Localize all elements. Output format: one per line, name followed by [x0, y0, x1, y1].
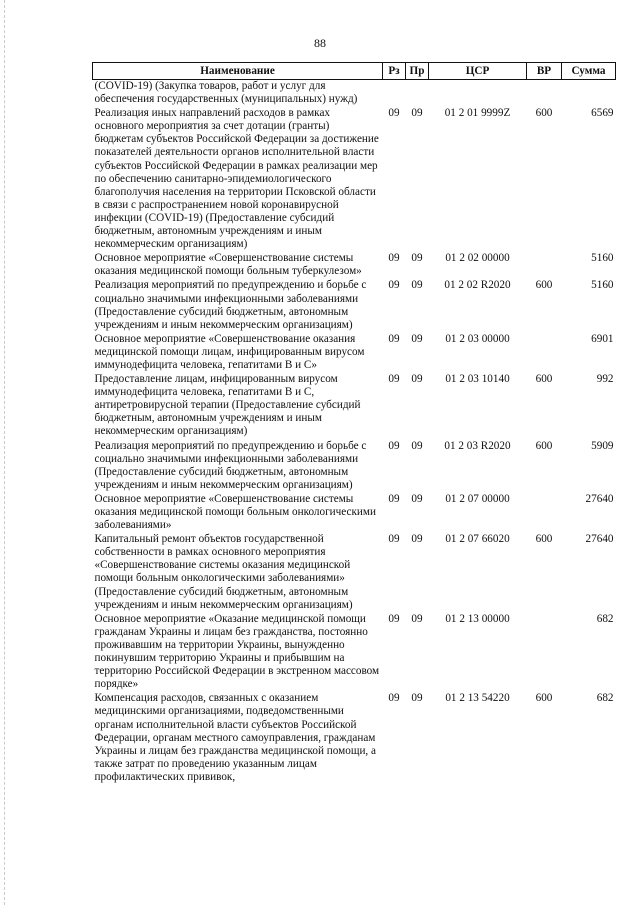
row-csr: 01 2 03 R2020 — [444, 439, 511, 452]
table-row — [93, 373, 616, 439]
row-pr: 09 — [411, 492, 423, 505]
table-row — [93, 613, 616, 693]
header-csr: ЦСР — [429, 63, 527, 80]
row-sum: 5909 — [591, 439, 614, 452]
page-number: 88 — [314, 36, 326, 50]
row-sum: 27640 — [585, 533, 614, 546]
row-vr: 600 — [535, 279, 553, 292]
row-csr: 01 2 02 00000 — [445, 252, 510, 265]
header-name: Наименование — [93, 63, 383, 80]
row-pr: 09 — [411, 612, 423, 625]
row-name: Реализация мероприятий по предупреждению и борьбе с социально значимыми инфекционными заболеваниями (Предоставление субсидий бюджетным, автономным учреждениям и иным некоммерческим организациям) — [94, 439, 367, 491]
row-csr: 01 2 02 R2020 — [444, 279, 511, 292]
row-rz — [383, 80, 406, 108]
table-row — [93, 533, 616, 613]
row-sum: 682 — [596, 692, 614, 705]
row-sum: 27640 — [585, 492, 614, 505]
row-rz: 09 — [388, 439, 400, 452]
row-pr: 09 — [411, 279, 423, 292]
header-pr: Пр — [406, 63, 429, 80]
row-rz: 09 — [388, 612, 400, 625]
row-sum: 682 — [596, 612, 614, 625]
table-row — [93, 493, 616, 533]
row-csr: 01 2 01 9999Z — [444, 107, 511, 120]
scan-edge — [4, 0, 5, 905]
row-csr — [429, 80, 527, 108]
row-name: Предоставление лицам, инфицированным вирусом иммунодефицита человека, гепатитами В и С, антиретровирусной терапии (Предоставление субсидий бюджетным, автономным учреждениям и иным некоммерческим организациям) — [94, 373, 361, 438]
row-pr: 09 — [411, 332, 423, 345]
row-vr — [527, 613, 562, 693]
row-sum — [562, 80, 616, 108]
row-name: Реализация мероприятий по предупреждению и борьбе с социально значимыми инфекционными заболеваниями (Предоставление субсидий бюджетным, автономным учреждениям и иным некоммерческим организациям) — [94, 279, 367, 331]
row-csr: 01 2 13 00000 — [445, 612, 510, 625]
row-rz: 09 — [388, 332, 400, 345]
table-row — [93, 333, 616, 373]
row-pr: 09 — [411, 252, 423, 265]
row-name: Компенсация расходов, связанных с оказанием медицинскими организациями, подведомственными органам исполнительной власти субъектов Российской Федерации, органам местного самоуправления, гражданам Украины и лицам без гражданства медицинской помощи, а также затрат по проведению указанным лицам профилактических прививок, — [94, 692, 376, 783]
row-vr — [527, 333, 562, 373]
row-pr — [406, 80, 429, 108]
table-row — [93, 692, 616, 785]
row-csr: 01 2 03 10140 — [445, 373, 510, 386]
table-row — [93, 252, 616, 279]
row-vr — [527, 252, 562, 279]
row-vr: 600 — [535, 692, 553, 705]
row-csr: 01 2 13 54220 — [445, 692, 510, 705]
row-rz: 09 — [388, 252, 400, 265]
row-sum: 992 — [596, 373, 614, 386]
budget-table — [92, 62, 616, 785]
header-rz: Рз — [383, 63, 406, 80]
row-vr: 600 — [535, 439, 553, 452]
header-sum: Сумма — [562, 63, 616, 80]
row-csr: 01 2 07 00000 — [445, 492, 510, 505]
row-vr — [527, 80, 562, 108]
row-pr: 09 — [411, 373, 423, 386]
table-row — [93, 440, 616, 493]
row-name: Основное мероприятие «Оказание медицинской помощи гражданам Украины и лицам без гражданства, постоянно проживавшим на территории Украины, вынужденно покинувшим территорию Украины и прибывшим на территорию Российской Федерации в экстренном массовом порядке» — [94, 612, 380, 691]
header-vr: ВР — [527, 63, 562, 80]
row-csr: 01 2 07 66020 — [445, 533, 510, 546]
row-rz: 09 — [388, 533, 400, 546]
row-name: Основное мероприятие «Совершенствование оказания медицинской помощи лицам, инфицированным вирусом иммунодефицита человека, гепатитами В и С» — [94, 332, 365, 371]
row-name: Основное мероприятие «Совершенствование системы оказания медицинской помощи больным онкологическими заболеваниями» — [94, 492, 376, 532]
table-header-row — [93, 63, 616, 80]
row-vr: 600 — [535, 373, 553, 386]
row-rz: 09 — [388, 492, 400, 505]
row-rz: 09 — [388, 692, 400, 705]
row-name: (COVID-19) (Закупка товаров, работ и услуг для обеспечения государственных (муниципальных) нужд) — [94, 80, 358, 106]
row-sum: 5160 — [591, 252, 614, 265]
row-sum: 5160 — [591, 279, 614, 292]
row-pr: 09 — [411, 692, 423, 705]
row-pr: 09 — [411, 533, 423, 546]
row-name: Основное мероприятие «Совершенствование системы оказания медицинской помощи больным туберкулезом» — [94, 252, 362, 278]
row-vr: 600 — [535, 533, 553, 546]
row-csr: 01 2 03 00000 — [445, 332, 510, 345]
table-row — [93, 80, 616, 108]
row-vr: 600 — [535, 107, 553, 120]
table-row — [93, 279, 616, 332]
row-name: Капитальный ремонт объектов государственной собственности в рамках основного мероприятия «Совершенствование системы оказания медицинской помощи больным онкологическими заболеваниями» (Предоставление субсидий бюджетным, автономным учреждениям и иным некоммерческим организациям) — [94, 533, 353, 611]
row-sum: 6901 — [591, 332, 614, 345]
row-rz: 09 — [388, 373, 400, 386]
row-rz: 09 — [388, 107, 400, 120]
row-pr: 09 — [411, 439, 423, 452]
table-row — [93, 107, 616, 252]
row-vr — [527, 493, 562, 533]
row-rz: 09 — [388, 279, 400, 292]
row-pr: 09 — [411, 107, 423, 120]
row-sum: 6569 — [591, 107, 614, 120]
row-name: Реализация иных направлений расходов в рамках основного мероприятия за счет дотации (гранты) бюджетам субъектов Российской Федерации за достижение показателей деятельности органов исполнительной власти субъектов Российской Федерации в рамках реализации мер по обеспечению санитарно-эпидемиологического благополучия населения на территории Псковской области в связи с распространением новой коронавирусной инфекции (COVID-19) (Предоставление субсидий бюджетным, автономным учреждениям и иным некоммерческим организациям) — [94, 107, 379, 251]
